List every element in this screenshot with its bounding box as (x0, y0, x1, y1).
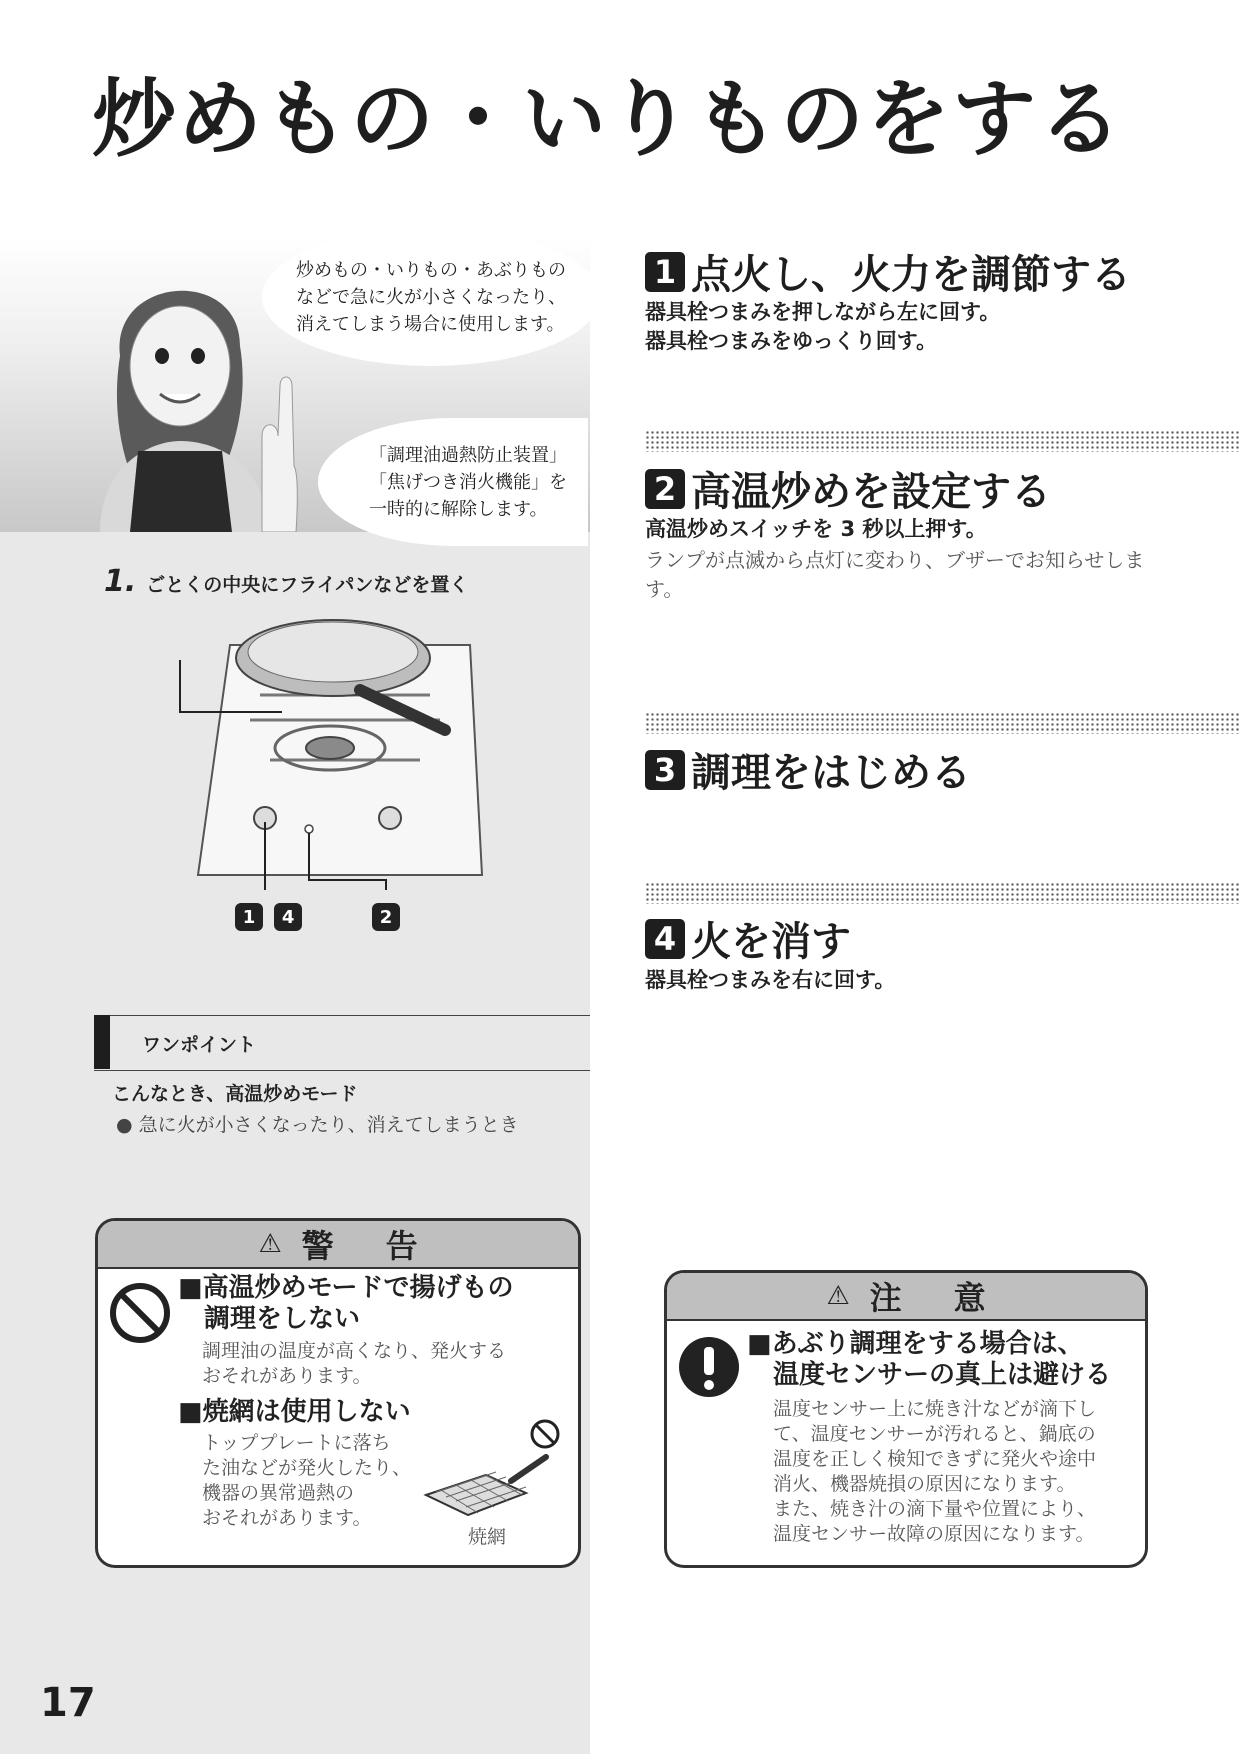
warning-title-a: 警 (301, 1227, 334, 1265)
caution-triangle-icon: ⚠ (826, 1281, 850, 1311)
placement-step-number: 1. (104, 564, 137, 599)
callout-4: 4 (274, 903, 302, 931)
warning-item1-heading: ■高温炒めモードで揚げもの 調理をしない (178, 1273, 514, 1334)
step-4-number: 4 (645, 919, 685, 959)
step-3-title: 調理をはじめる (691, 750, 971, 796)
callout-2: 2 (372, 903, 400, 931)
stove-illustration (170, 600, 510, 890)
prohibited-icon (108, 1281, 172, 1345)
grill-net-icon (416, 1453, 556, 1523)
placement-step-text: ごとくの中央にフライパンなどを置く (146, 574, 469, 596)
one-point-marker (94, 1015, 110, 1069)
warning-header (98, 1221, 578, 1269)
step-divider (645, 882, 1240, 904)
step-1-body: 器具栓つまみを押しながら左に回す。 器具栓つまみをゆっくり回す。 (645, 300, 1001, 353)
bubble-usage-text: 炒めもの・いりもの・あぶりもの などで急に火が小さくなったり、 消えてしまう場合に使用します。 (296, 259, 566, 335)
step-4-body: 器具栓つまみを右に回す。 (645, 968, 896, 992)
placement-instruction (104, 564, 468, 599)
callout-1: 1 (235, 903, 263, 931)
step-2-title: 高温炒めを設定する (691, 469, 1051, 515)
one-point-item (116, 1110, 519, 1137)
one-point-heading: こんなとき、高温炒めモード (112, 1083, 358, 1105)
callout-group-switch (372, 903, 400, 931)
step-3-number: 3 (645, 750, 685, 790)
step-4-heading (645, 910, 851, 967)
caution-heading: ■あぶり調理をする場合は、 温度センサーの真上は避ける (747, 1329, 1112, 1390)
step-2-heading (645, 460, 1051, 517)
step-2-body: 高温炒めスイッチを 3 秒以上押す。 (645, 517, 987, 541)
page-number: 17 (40, 1680, 96, 1726)
warning-title-b: 告 (385, 1227, 418, 1265)
warning-box (95, 1218, 581, 1568)
step-1-heading (645, 243, 1131, 300)
step-divider (645, 712, 1240, 734)
warning-item2-text: トッププレートに落ち た油などが発火したり、 機器の異常過熱の おそれがあります。 (202, 1432, 412, 1529)
caution-box (664, 1270, 1148, 1568)
warning-item1-text: 調理油の温度が高くなり、発火する おそれがあります。 (202, 1340, 507, 1387)
step-divider (645, 430, 1240, 452)
step-1-title: 点火し、火力を調節する (691, 252, 1131, 298)
warning-item2-heading: ■焼網は使用しない (178, 1397, 411, 1427)
step-4-title: 火を消す (691, 919, 851, 965)
bullet-icon: ● (116, 1114, 133, 1136)
page-title: 炒めもの・いりものをする (92, 69, 1125, 168)
exclamation-icon (677, 1335, 741, 1399)
caution-title-b: 意 (953, 1279, 986, 1317)
speech-bubble-release (318, 418, 588, 546)
speech-bubble-usage (262, 228, 600, 366)
step-1-number: 1 (645, 252, 685, 292)
bubble-release-text: 「調理油過熱防止装置」 「焦げつき消火機能」を 一時的に解除します。 (369, 444, 567, 520)
one-point-item-text: 急に火が小さくなったり、消えてしまうとき (138, 1114, 519, 1136)
callout-group-knob (235, 903, 302, 931)
caution-title-a: 注 (869, 1279, 902, 1317)
prohibited-small-icon (528, 1417, 562, 1451)
step-3-heading (645, 741, 971, 798)
step-2-number: 2 (645, 469, 685, 509)
step-2-note: ランプが点滅から点灯に変わり、ブザーでお知らせします。 (645, 548, 1145, 601)
caution-text: 温度センサー上に焼き汁などが滴下し て、温度センサーが汚れると、鍋底の 温度を正しく検知できずに発火や途中 消火、機器焼損の原因になります。 また、焼き汁の滴下量や位置により、 温度センサー故障の原因になります。 (773, 1398, 1097, 1545)
warning-triangle-icon: ⚠ (258, 1229, 282, 1259)
grill-net-label: 焼網 (468, 1526, 507, 1548)
caution-header (667, 1273, 1145, 1321)
one-point-label: ワンポイント (142, 1034, 257, 1056)
